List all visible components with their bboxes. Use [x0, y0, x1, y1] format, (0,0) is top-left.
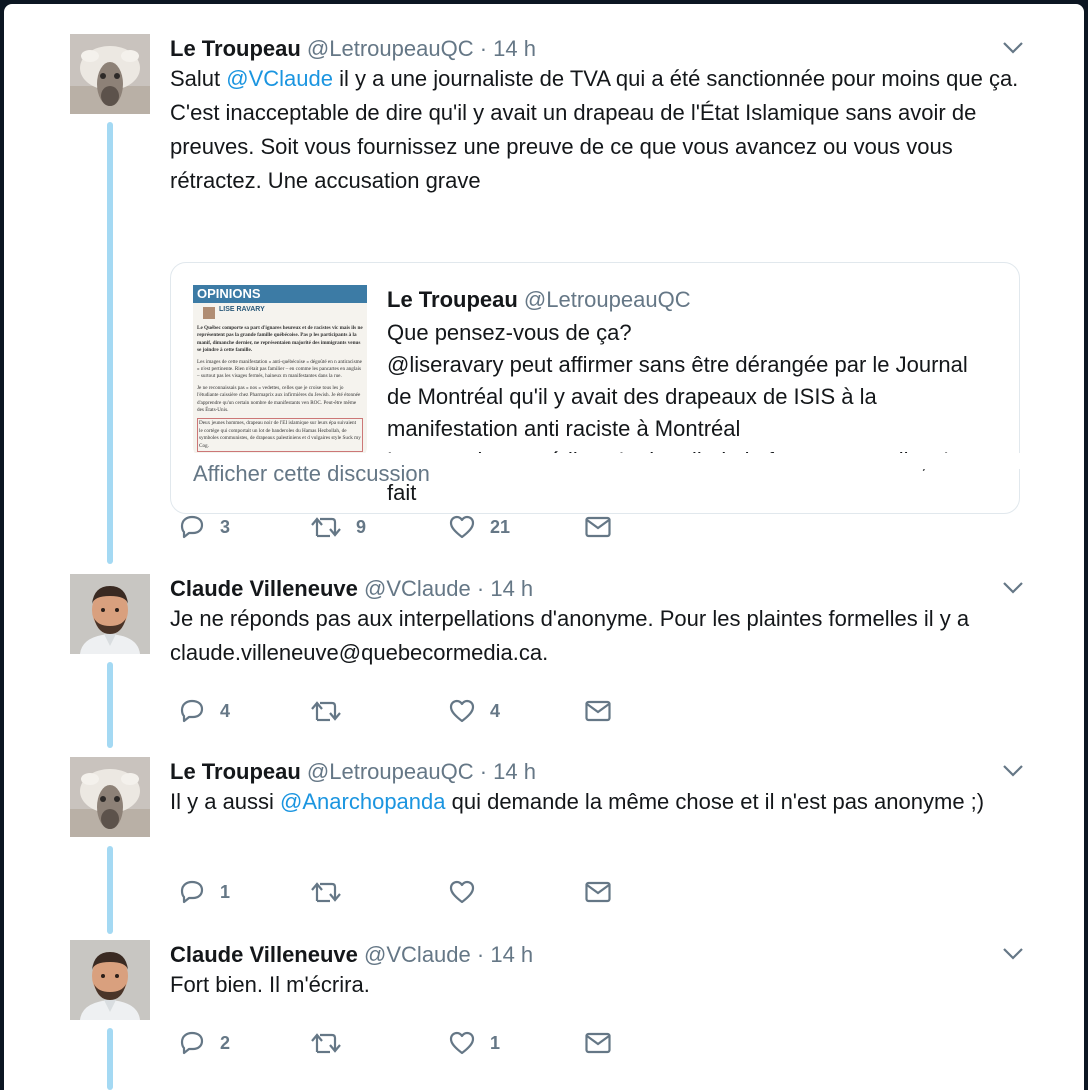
chevron-down-icon[interactable] — [1002, 763, 1024, 779]
retweet-icon — [310, 879, 342, 905]
like-button[interactable] — [448, 694, 500, 728]
conversation-panel — [4, 4, 1084, 1090]
author-name[interactable]: Le Troupeau — [170, 759, 301, 784]
avatar-sheep[interactable] — [70, 34, 150, 114]
like-button[interactable] — [448, 875, 490, 909]
retweet-icon — [310, 1030, 342, 1056]
reply-icon — [178, 698, 206, 724]
retweet-icon — [310, 698, 342, 724]
separator-dot: · — [476, 576, 485, 601]
avatar-man[interactable] — [70, 574, 150, 654]
tweet-text-part: Salut — [170, 66, 227, 91]
tweet-text — [170, 62, 1030, 198]
like-icon — [448, 879, 476, 905]
retweet-button[interactable] — [310, 694, 356, 728]
thumbnail-paragraph: Les images de cette manifestation « anti-québécoise » dégoûté en n antiracisme » n'est pertinente. Rien n'était pas familier – en comme les pancartes en anglais – surtout pas les visages fermés, haineux m manifestantes dans la rue. — [197, 358, 362, 380]
timestamp[interactable]: 14 h — [493, 36, 536, 61]
quoted-tweet[interactable] — [170, 262, 1020, 514]
separator-dot: · — [479, 759, 488, 784]
reply-button[interactable] — [178, 510, 230, 544]
direct-message-icon — [584, 515, 612, 539]
chevron-down-icon[interactable] — [1002, 946, 1024, 962]
tweet[interactable] — [4, 940, 1084, 1090]
quoted-tweet-text — [387, 317, 997, 505]
quoted-author-name[interactable]: Le Troupeau — [387, 287, 518, 312]
tweet-text-part: il y a une journaliste de TVA qui a été sanctionnée pour moins que ça. C'est inacceptable de dire qu'il y avait un drapeau de l'État Islamique sans avoir de preuves. Soit vous fournissez une preuve de ce que vous avancez ou vous vous rétractez. Une accusation grave — [170, 66, 1019, 193]
like-button[interactable] — [448, 510, 510, 544]
tweet-header — [170, 574, 533, 604]
direct-message-button[interactable] — [584, 1026, 612, 1060]
tweet-header — [170, 34, 536, 64]
tweet-header — [170, 940, 533, 970]
reply-count: 2 — [220, 1032, 231, 1053]
timestamp[interactable]: 14 h — [490, 942, 534, 967]
reply-icon — [178, 514, 206, 540]
direct-message-icon — [584, 1031, 612, 1055]
tweet-text — [170, 602, 1030, 670]
tweet-text-part: qui demande la même chose et il n'est pas anonyme ;) — [445, 789, 985, 814]
author-name[interactable]: Le Troupeau — [170, 36, 301, 61]
tweet-text-part: Il y a aussi — [170, 789, 281, 814]
like-count: 4 — [490, 700, 501, 721]
like-icon — [448, 698, 476, 724]
retweet-count: 9 — [356, 516, 367, 537]
separator-dot: · — [479, 36, 488, 61]
direct-message-icon — [584, 880, 612, 904]
avatar-sheep[interactable] — [70, 757, 150, 837]
tweet[interactable] — [4, 574, 1084, 734]
reply-icon — [178, 879, 206, 905]
reply-count: 4 — [220, 700, 231, 721]
thumbnail-article — [197, 325, 363, 452]
show-thread-link[interactable]: Afficher cette discussion — [193, 461, 430, 486]
timestamp[interactable]: 14 h — [490, 576, 534, 601]
tweet-actions — [170, 694, 670, 728]
reply-button[interactable] — [178, 1026, 230, 1060]
thumbnail-paragraph: Le Québec comporte sa part d'ignares heureux et de racistes vic mais ils ne représentent pas la grande famille québécoise. Pas p les participants à la manif, dimanche dernier, ne représentaien majorité des immigrants venus se joindre à cette famille. — [197, 325, 363, 354]
timestamp[interactable]: 14 h — [493, 759, 536, 784]
like-count: 21 — [490, 516, 511, 537]
tweet-text — [170, 785, 1030, 819]
thumbnail-author: LISE RAVARY — [219, 306, 265, 313]
chevron-down-icon[interactable] — [1002, 40, 1024, 56]
retweet-icon — [310, 514, 342, 540]
reply-count: 3 — [220, 516, 231, 537]
quoted-text-line: @liseravary peut affirmer sans être dérangée par le Journal de Montréal qu'il y avait des drapeaux de ISIS à la manifestation anti raciste à Montréal — [387, 352, 968, 441]
like-icon — [448, 1030, 476, 1056]
chevron-down-icon[interactable] — [1002, 580, 1024, 596]
thumbnail-banner-text: OPINIONS — [197, 286, 261, 301]
like-button[interactable] — [448, 1026, 500, 1060]
retweet-button[interactable] — [310, 1026, 356, 1060]
quoted-tweet-header — [387, 285, 691, 315]
quoted-text-line: fait — [387, 480, 417, 505]
reply-button[interactable] — [178, 694, 230, 728]
direct-message-icon — [584, 699, 612, 723]
thumbnail-paragraph: Je ne reconnaissais pas « nos » vedettes, celles que je croise tous les jo l'étudiante caissière chez Pharmaprix aux infirmières du Jewish. Je été étonnée d'apprendre qu'un certain nombre de manifestants ven ROC. Peut-être même des États-Unis. — [197, 384, 361, 414]
thumbnail-paragraph: Deux jeunes hommes, drapeau noir de l'EI islamique sur leurs épa suivaient le cortège qui comportait un lot de banderoles du Hamas Hezbollah, de symboles communistes, de drapeaux palestiniens et d vulgaires style Suck my Cog. — [197, 418, 363, 452]
author-name[interactable]: Claude Villeneuve — [170, 942, 358, 967]
quoted-tweet-thumbnail[interactable] — [193, 285, 367, 459]
tweet-actions — [170, 1026, 670, 1060]
quoted-text-line: Que pensez-vous de ça? — [387, 320, 632, 345]
direct-message-button[interactable] — [584, 694, 612, 728]
separator-dot: · — [476, 942, 485, 967]
tweet-text — [170, 968, 1030, 1002]
author-handle[interactable]: @LetroupeauQC — [306, 759, 474, 784]
author-name[interactable]: Claude Villeneuve — [170, 576, 358, 601]
tweet-actions — [170, 875, 670, 909]
reply-count: 1 — [220, 881, 231, 902]
tweet-text-part: Je ne réponds pas aux interpellations d'anonyme. Pour les plaintes formelles il y a claude.villeneuve@quebecormedia.ca. — [170, 606, 970, 665]
tweet[interactable] — [4, 757, 1084, 917]
tweet-actions — [170, 510, 670, 544]
like-icon — [448, 514, 476, 540]
avatar-man[interactable] — [70, 940, 150, 1020]
author-handle[interactable]: @LetroupeauQC — [306, 36, 474, 61]
reply-icon — [178, 1030, 206, 1056]
retweet-button[interactable] — [310, 875, 356, 909]
like-count: 1 — [490, 1032, 501, 1053]
retweet-button[interactable] — [310, 510, 366, 544]
direct-message-button[interactable] — [584, 875, 612, 909]
tweet-header — [170, 757, 536, 787]
thumbnail-author-photo — [203, 307, 215, 319]
mention-link[interactable]: @VClaude — [226, 66, 333, 91]
tweet-text-part: Fort bien. Il m'écrira. — [170, 972, 370, 997]
author-handle[interactable]: @VClaude — [364, 576, 471, 601]
tweet[interactable] — [4, 34, 1084, 537]
quoted-author-handle[interactable]: @LetroupeauQC — [523, 287, 691, 312]
direct-message-button[interactable] — [584, 510, 612, 544]
author-handle[interactable]: @VClaude — [364, 942, 471, 967]
reply-button[interactable] — [178, 875, 230, 909]
mention-link[interactable]: @Anarchopanda — [280, 789, 446, 814]
